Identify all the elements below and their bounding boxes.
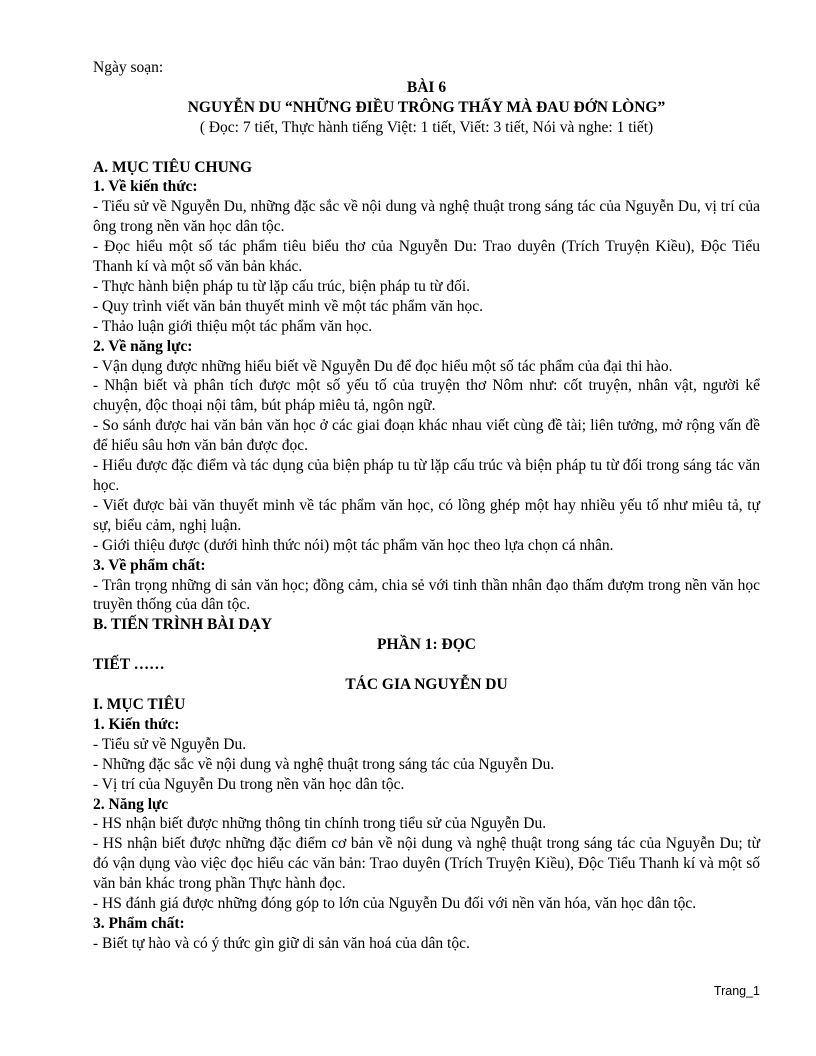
topic-title: TÁC GIA NGUYỄN DU [345,676,508,694]
section-b-knowledge-heading: 1. Kiến thức: [93,715,180,733]
spacer [93,138,760,158]
period-label: TIẾT …… [93,656,165,674]
list-item: - Vận dụng được những hiểu biết về Nguyễn Du để đọc hiểu một số tác phẩm của đại thi hào. [93,357,673,375]
list-item: - Nhận biết và phân tích được một số yếu tố của truyện thơ Nôm như: cốt truyện, nhân vật, người kể chuyện, độc thoại nội tâm, bút pháp miêu tả, ngôn ngữ. [93,377,760,415]
list-item: - HS nhận biết được những đặc điểm cơ bản về nội dung và nghệ thuật trong sáng tác của Nguyễn Du; từ đó vận dụng vào việc đọc hiểu các văn bản: Trao duyên (Trích Truyện Kiều), Độc Tiểu Thanh kí và một số văn bản khác trong phần Thực hành đọc. [93,835,760,893]
list-item: - Hiểu được đặc điểm và tác dụng của biện pháp tu từ lặp cấu trúc và biện pháp tu từ đối trong sáng tác văn học. [93,457,760,495]
list-item: - Đọc hiểu một số tác phẩm tiêu biểu thơ của Nguyễn Du: Trao duyên (Trích Truyện Kiều), Độc Tiểu Thanh kí và một số văn bản khác. [93,238,760,276]
date-label: Ngày soạn: [93,59,164,76]
list-item: - HS nhận biết được những thông tin chính trong tiểu sử của Nguyễn Du. [93,815,547,833]
section-a-heading: A. MỤC TIÊU CHUNG [93,158,253,176]
list-item: - Thực hành biện pháp tu từ lặp cấu trúc, biện pháp tu từ đối. [93,277,471,295]
list-item: - Những đặc sắc về nội dung và nghệ thuật trong sáng tác của Nguyễn Du. [93,755,555,773]
list-item: - Quy trình viết văn bản thuyết minh về một tác phẩm văn học. [93,297,483,315]
section-a-quality-heading: 3. Về phẩm chất: [93,556,206,574]
document-page [93,58,760,954]
list-item: - Viết được bài văn thuyết minh về tác phẩm văn học, có lồng ghép một hay nhiều yếu tố như miêu tả, tự sự, biểu cảm, nghị luận. [93,496,760,534]
list-item: - HS đánh giá được những đóng góp to lớn của Nguyễn Du đối với nền văn hóa, văn học dân tộc. [93,895,697,913]
lesson-title: NGUYỄN DU “NHỮNG ĐIỀU TRÔNG THẤY MÀ ĐAU ĐỚN LÒNG” [187,98,666,116]
page-number: Trang_1 [713,984,760,998]
section-a-knowledge-heading: 1. Về kiến thức: [93,178,198,196]
section-b-quality-heading: 3. Phẩm chất: [93,914,185,932]
section-b-heading: B. TIẾN TRÌNH BÀI DẠY [93,616,273,634]
list-item: - Trân trọng những di sản văn học; đồng cảm, chia sẻ với tinh thần nhân đạo thấm đượm trong nền văn học truyền thống của dân tộc. [93,576,760,614]
list-item: - Tiểu sử về Nguyễn Du. [93,735,247,753]
list-item: - Thảo luận giới thiệu một tác phẩm văn học. [93,317,373,335]
section-a-competence-heading: 2. Về năng lực: [93,337,193,355]
lesson-periods: ( Đọc: 7 tiết, Thực hành tiếng Việt: 1 tiết, Viết: 3 tiết, Nói và nghe: 1 tiết) [199,118,654,136]
section-b-competence-heading: 2. Năng lực [93,795,169,813]
list-item: - Vị trí của Nguyễn Du trong nền văn học dân tộc. [93,775,405,793]
list-item: - So sánh được hai văn bản văn học ở các giai đoạn khác nhau viết cùng đề tài; liên tưởng, mở rộng vấn đề để hiểu sâu hơn văn bản được đọc. [93,417,760,455]
lesson-number: BÀI 6 [406,78,447,96]
list-item: - Giới thiệu được (dưới hình thức nói) một tác phẩm văn học theo lựa chọn cá nhân. [93,536,614,554]
objectives-heading: I. MỤC TIÊU [93,695,186,713]
list-item: - Biết tự hào và có ý thức gìn giữ di sản văn hoá của dân tộc. [93,934,470,952]
list-item: - Tiểu sử về Nguyễn Du, những đặc sắc về nội dung và nghệ thuật trong sáng tác của Nguyễn Du, vị trí của ông trong nền văn học dân tộc. [93,198,760,236]
part-title: PHẦN 1: ĐỌC [376,636,477,654]
